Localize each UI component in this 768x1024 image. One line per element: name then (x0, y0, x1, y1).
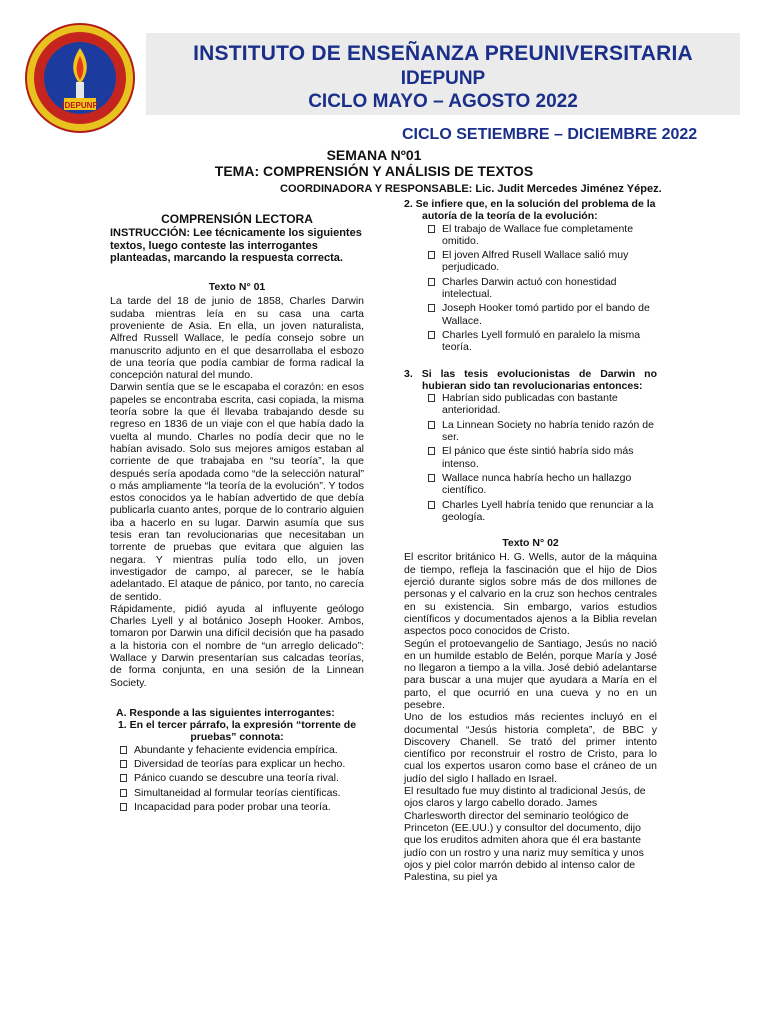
part-a-heading: A. Responde a las siguientes interrogantes: (116, 706, 335, 719)
instruction: INSTRUCCIÓN: Lee técnicamente los siguientes textos, luego conteste las interrogantes planteadas, marcando la respuesta correcta. (110, 227, 362, 265)
topic-title: TEMA: COMPRENSIÓN Y ANÁLISIS DE TEXTOS (214, 163, 534, 179)
question-1: 1. En el tercer párrafo, la expresión “torrente de pruebas” connota: (117, 719, 357, 744)
checkbox-icon (428, 278, 435, 286)
option[interactable]: El joven Alfred Rusell Wallace salió muy perjudicado. (428, 249, 657, 274)
option[interactable]: Charles Darwin actuó con honestidad intelectual. (428, 276, 657, 301)
option[interactable]: La Linnean Society no habría tenido razón de ser. (428, 419, 657, 444)
cycle-current: CICLO SETIEMBRE – DICIEMBRE 2022 (402, 126, 698, 143)
texto2-title: Texto N° 02 (502, 537, 559, 550)
texto1-paragraph: La tarde del 18 de junio de 1858, Charles Darwin sudaba mientras leía en su casa una carta proveniente de Asia. En ella, un joven naturalista, Alfred Russell Wallace, le pedía consejo sobre un manuscrito adjunto en el que desarrollaba el esbozo de una teoría que podía cambiar de forma radical la concepción natural del mundo. (110, 295, 364, 382)
checkbox-icon (428, 501, 435, 509)
section-title: COMPRENSIÓN LECTORA (161, 212, 313, 226)
checkbox-icon (428, 421, 435, 429)
option[interactable]: El trabajo de Wallace fue completamente omitido. (428, 223, 657, 248)
checkbox-icon (120, 803, 127, 811)
question-1-options (110, 744, 364, 813)
texto1-title: Texto N° 01 (208, 281, 266, 294)
checkbox-icon (428, 225, 435, 233)
checkbox-icon (120, 746, 127, 754)
texto2-paragraph: El resultado fue muy distinto al tradicional Jesús, de ojos claros y largo cabello dorado. James Charlesworth director del seminario teológico de Princeton (EE.UU.) y consultor del documento, dijo que los eruditos admiten ahora que él era bastante judío con un rostro y una nariz muy semítica y unos ojos y piel color marrón debido al intenso calor de Palestina, su piel ya (404, 785, 646, 884)
checkbox-icon (428, 251, 435, 259)
option[interactable]: Joseph Hooker tomó partido por el bando de Wallace. (428, 302, 657, 327)
coordinator-line: COORDINADORA Y RESPONSABLE: Lic. Judit Mercedes Jiménez Yépez. (280, 183, 662, 195)
week-title: SEMANA Nº01 (326, 147, 422, 163)
checkbox-icon (120, 789, 127, 797)
checkbox-icon (428, 304, 435, 312)
option[interactable]: Charles Lyell formuló en paralelo la misma teoría. (428, 329, 657, 354)
question-2-options (404, 223, 657, 354)
texto1-paragraph: Rápidamente, pidió ayuda al influyente geólogo Charles Lyell y al botánico Joseph Hooker. Ambos, tomaron por Darwin una difícil decisión que ha pasado a la historia con el nombre de “un arreglo delicado”: Wallace y Darwin presentarían sus calcadas teorías, de forma conjunta, en una sesión de la Linnean Society. (110, 602, 364, 689)
question-2: 2. Se infiere que, en la solución del problema de la autoría de la teoría de la evolución: (404, 198, 656, 223)
option[interactable]: Habrían sido publicadas con bastante anterioridad. (428, 392, 657, 417)
institute-name: INSTITUTO DE ENSEÑANZA PREUNIVERSITARIA (193, 42, 693, 65)
option[interactable]: Wallace nunca habría hecho un hallazgo científico. (428, 472, 657, 497)
right-column (404, 198, 657, 883)
option[interactable]: Diversidad de teorías para explicar un hecho. (120, 758, 364, 770)
texto2-paragraph: Uno de los estudios más recientes incluyó en el documental “Jesús historia completa”, de BBC y Discovery Chanell. Se trató del primer intento científico por reconstruir el rostro de Cristo, para lo cual los expertos usaron como base el cráneo de un judío del siglo I hallado en Israel. (404, 711, 657, 785)
option[interactable]: Incapacidad para poder probar una teoría. (120, 801, 364, 813)
question-3: 3. Si las tesis evolucionistas de Darwin no hubieran sido tan revolucionarias entonces: (404, 367, 657, 392)
header-banner (146, 33, 740, 115)
option[interactable]: Charles Lyell habría tenido que renunciar a la geología. (428, 499, 657, 524)
cycle-old: CICLO MAYO – AGOSTO 2022 (308, 91, 578, 112)
checkbox-icon (428, 394, 435, 402)
texto2-paragraph: Según el protoevangelio de Santiago, Jesús no nació en un humilde establo de Belén, porque María y José no llegaron a tiempo a la villa. José debió adelantarse para buscar a una mujer que ayudara a María en el parto, el que ocurrió en una cueva y no en un pesebre. (404, 637, 657, 711)
checkbox-icon (428, 331, 435, 339)
texto1-paragraph: Darwin sentía que se le escapaba el corazón: en esos papeles se encontraba escrita, casi copiada, la misma teoría sobre la que él llevaba trabajando desde su regreso en 1836 de un viaje con el que había dado la vuelta al mundo. Charles no podía decir que no le habían avisado. Solo sus mejores amigos estaban al corriente de que trabajaba en “su teoría”, la que después sería apodada como “de la selección natural” o más ampliamente “la teoría de la evolución”. Y todos estos conocidos ya le habían advertido de que debía publicarla cuanto antes, porque de lo contrario alguien iba a hacerlo en su lugar. Darwin asumía que sus tesis eran tan revolucionarias que necesitaban un torrente de pruebas que evitara que alguien las negara. Y mientras pulía todo ello, un joven investigador de campo, al parecer, se le había adelantado. El ataque de pánico, por tanto, no carecía de sentido. (110, 381, 364, 603)
option[interactable]: El pánico que éste sintió habría sido más intenso. (428, 445, 657, 470)
texto2-paragraph: El escritor británico H. G. Wells, autor de la máquina de tiempo, refleja la fascinación que el hijo de Dios ejerció durante siglos sobre más de dos millones de personas y el calvario en la cruz son hechos centrales en su existencia. Sin embargo, varios estudios científicos y documentados ajenos a la Biblia revelan aspectos poco conocidos de Cristo. (404, 551, 657, 638)
checkbox-icon (428, 474, 435, 482)
checkbox-icon (120, 774, 127, 782)
checkbox-icon (428, 447, 435, 455)
checkbox-icon (120, 760, 127, 768)
idepunp-logo (24, 22, 136, 134)
option[interactable]: Simultaneidad al formular teorías científicas. (120, 787, 364, 799)
question-3-options (404, 392, 657, 523)
institute-acronym: IDEPUNP (400, 68, 486, 89)
option[interactable]: Pánico cuando se descubre una teoría rival. (120, 772, 364, 784)
logo-text: IDEPUNP (62, 101, 98, 110)
left-column (110, 213, 364, 815)
option[interactable]: Abundante y fehaciente evidencia empírica. (120, 744, 364, 756)
